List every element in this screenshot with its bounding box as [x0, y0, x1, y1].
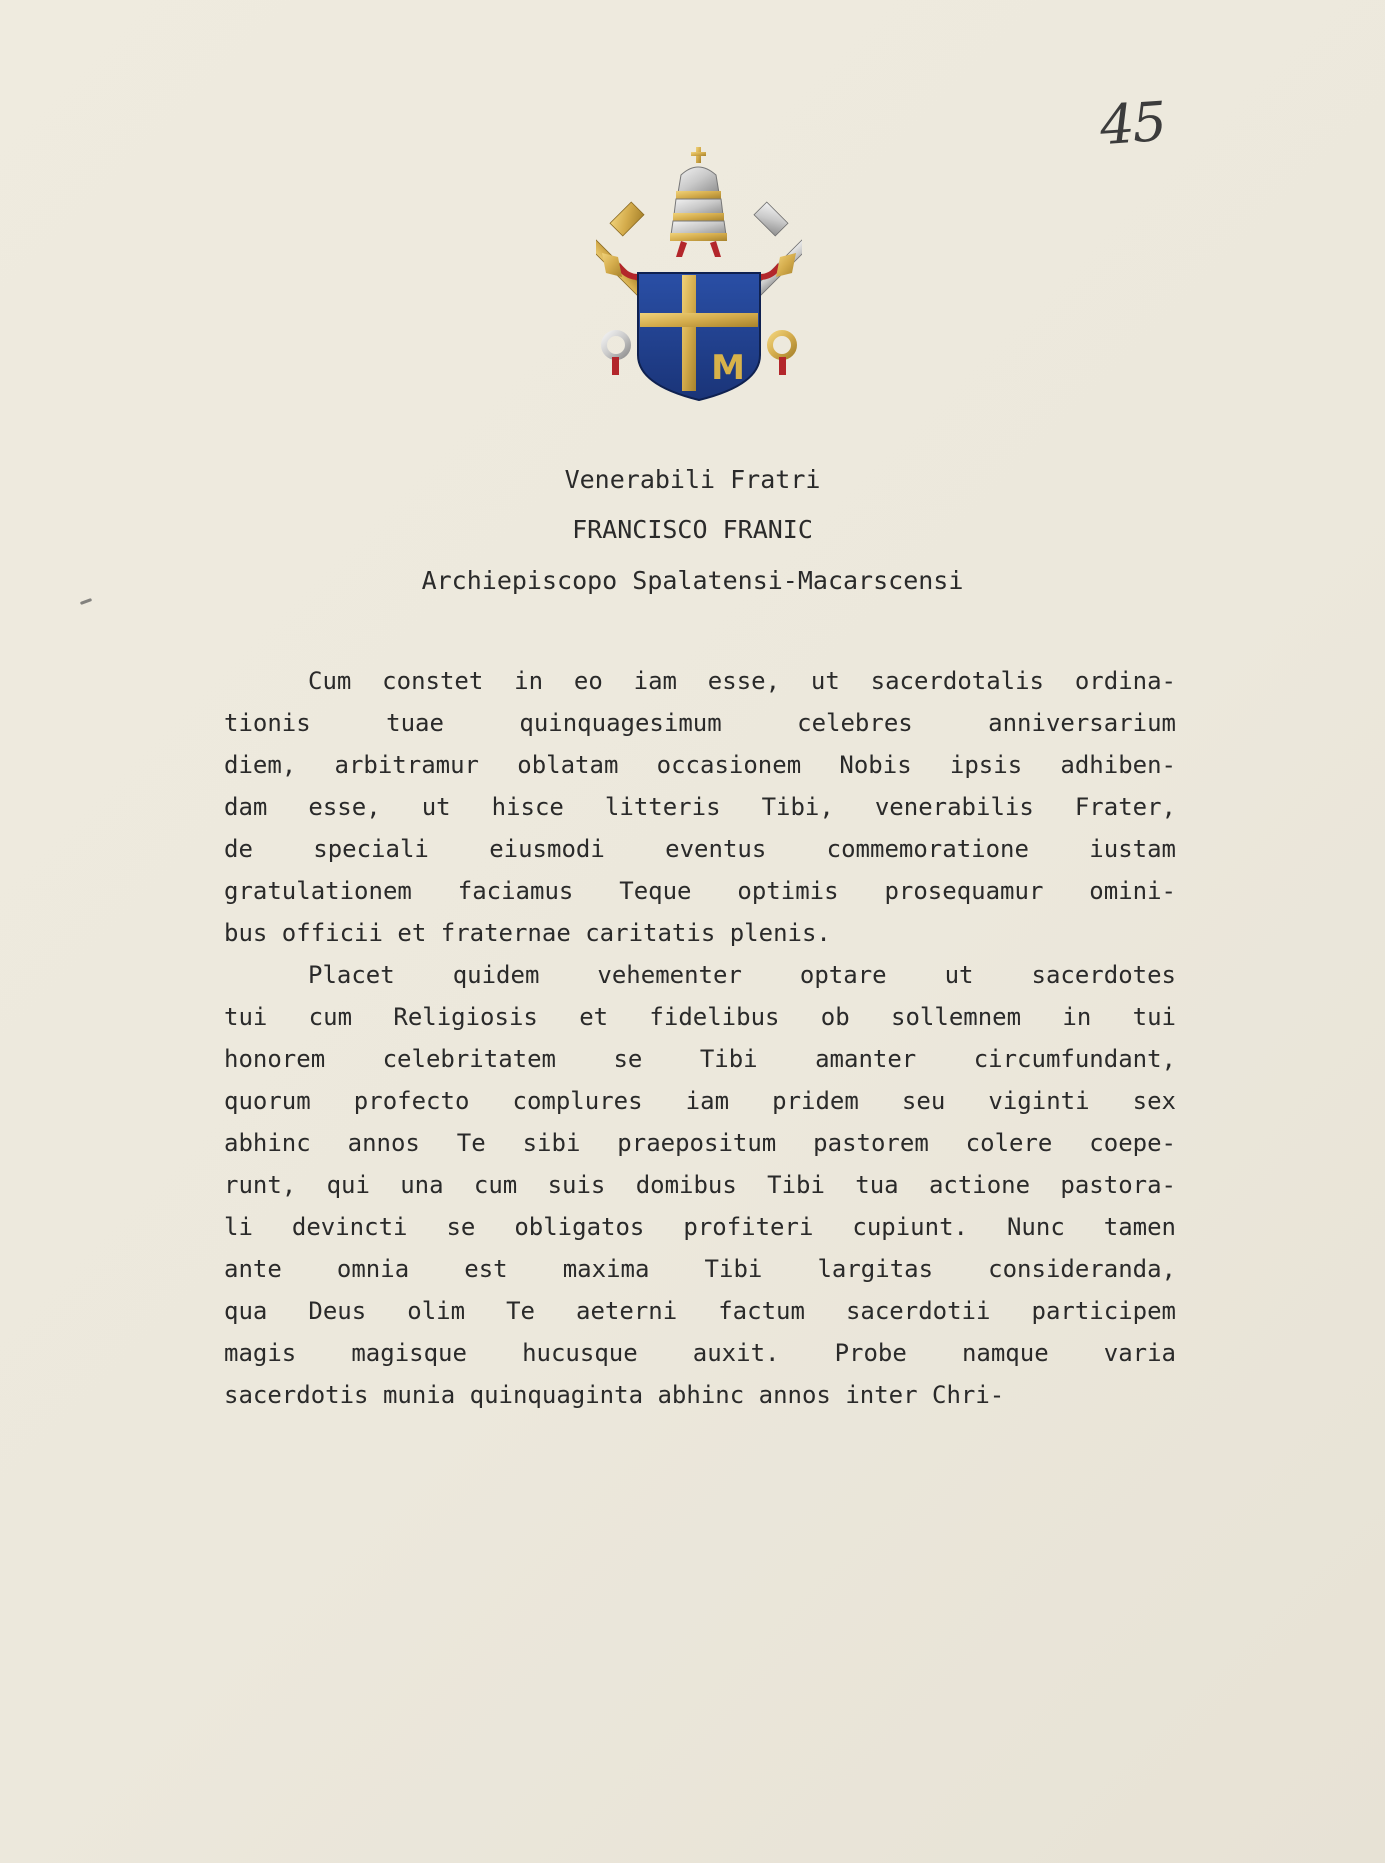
shield-letter: M — [711, 348, 745, 388]
handwritten-page-number: 45 — [1097, 89, 1167, 158]
letter-line: tui cum Religiosis et fidelibus ob sollemnem in tui — [224, 1003, 1176, 1031]
letter-line: li devincti se obligatos profiteri cupiunt. Nunc tamen — [224, 1213, 1176, 1241]
letter-line: tionis tuae quinquagesimum celebres anniversarium — [224, 709, 1176, 737]
recipient-title: Archiepiscopo Spalatensi-Macarscensi — [421, 566, 964, 595]
letter-line: quorum profecto complures iam pridem seu viginti sex — [224, 1087, 1176, 1115]
recipient-name: FRANCISCO FRANIC — [572, 515, 813, 544]
letter-line: honorem celebritatem se Tibi amanter circumfundant, — [224, 1045, 1176, 1073]
letter-line: sacerdotis munia quinquaginta abhinc annos inter Chri- — [224, 1381, 1005, 1409]
letter-line: Cum constet in eo iam esse, ut sacerdotalis ordina- — [308, 667, 1176, 695]
letter-line: Placet quidem vehementer optare ut sacerdotes — [308, 961, 1176, 989]
letter-line: dam esse, ut hisce litteris Tibi, venerabilis Frater, — [224, 793, 1176, 821]
letter-line: ante omnia est maxima Tibi largitas consideranda, — [224, 1255, 1176, 1283]
letter-line: runt, qui una cum suis domibus Tibi tua actione pastora- — [224, 1171, 1176, 1199]
recipient-salutation: Venerabili Fratri — [564, 465, 821, 494]
letter-line: abhinc annos Te sibi praepositum pastorem colere coepe- — [224, 1129, 1176, 1157]
letter-line: de speciali eiusmodi eventus commemoratione iustam — [224, 835, 1176, 863]
letter-line: magis magisque hucusque auxit. Probe namque varia — [224, 1339, 1176, 1367]
letter-line: gratulationem faciamus Teque optimis prosequamur omini- — [224, 877, 1176, 905]
letter-line: bus officii et fraternae caritatis plenis. — [224, 919, 831, 947]
papal-coat-of-arms-icon — [596, 145, 802, 405]
letter-line: qua Deus olim Te aeterni factum sacerdotii participem — [224, 1297, 1176, 1325]
letter-line: diem, arbitramur oblatam occasionem Nobis ipsis adhiben- — [224, 751, 1176, 779]
stray-mark — [80, 598, 92, 605]
